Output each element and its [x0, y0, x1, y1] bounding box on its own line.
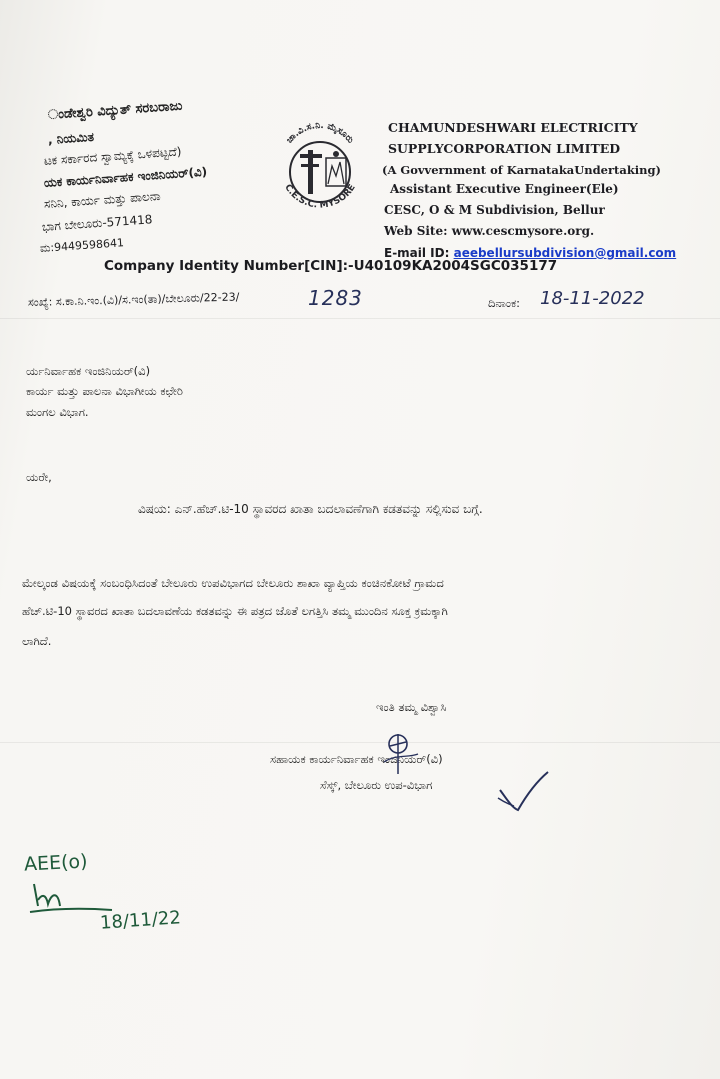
closing-line: ಇಂತಿ ತಮ್ಮ ವಿಶ್ವಾಸಿ — [376, 700, 447, 714]
body-line: ಹೆಚ್.ಟಿ-10 ಸ್ಥಾವರದ ಖಾತಾ ಬದಲಾವಣೆಯ ಕಡತವನ್ನು ಈ ಪತ್ರದ ಜೊತೆ ಲಗತ್ತಿಸಿ ತಮ್ಮ ಮುಂದಿನ ಸೂಕ್ತ ಕ್ರಮಕ್ಕಾಗಿ — [22, 604, 448, 618]
recipient-line: ಕಾರ್ಯ ಮತ್ತು ಪಾಲನಾ ವಿಭಾಗೀಯ ಕಛೇರಿ — [26, 384, 183, 398]
body-line: ಮೇಲ್ಕಂಡ ವಿಷಯಕ್ಕೆ ಸಂಬಂಧಿಸಿದಂತೆ ಬೇಲೂರು ಉಪವಿಭಾಗದ ಬೇಲೂರು ಶಾಖಾ ವ್ಯಾಪ್ತಿಯ ಕಂಚಿನಕೋಟೆ ಗ್ರಾಮದ — [22, 576, 444, 590]
header-kannada-line: ಭಾಗ ಬೇಲೂರು-571418 — [41, 212, 153, 234]
reference-number-handwritten: 1283 — [308, 286, 363, 310]
header-kannada-line: ಂಡೇಶ್ವರಿ ವಿದ್ಯುತ್ ಸರಬರಾಜು — [47, 98, 183, 123]
body-line: ಲಾಗಿದೆ. — [22, 634, 52, 648]
header-english-line: Web Site: www.cescmysore.org. — [384, 224, 595, 238]
reference-number-printed: ಸಂಖ್ಯೆ: ಸ.ಕಾ.ನಿ.ಇಂ.(ವಿ)/ಸ.ಇಂ(ತಾ)/ಬೇಲೂರು/22-23/ — [27, 290, 240, 309]
signatory-designation: ಸಹಾಯಕ ಕಾರ್ಯನಿರ್ವಾಹಕ ಇಂಜಿನಿಯರ್(ವಿ) — [270, 752, 443, 766]
cesc-logo — [270, 110, 370, 230]
email-link[interactable]: aeebellursubdivision@gmail.com — [453, 246, 677, 260]
header-kannada-line: ಸನಿನಿ, ಕಾರ್ಯ ಮತ್ತು ಪಾಲನಾ — [43, 188, 162, 211]
header-kannada-line: ಮ:9449598641 — [39, 236, 125, 255]
letter-subject: ವಿಷಯ: ಎನ್.ಹೆಚ್.ಟಿ-10 ಸ್ಥಾವರದ ಖಾತಾ ಬದಲಾವಣೆಗಾಗಿ ಕಡತವನ್ನು ಸಲ್ಲಿಸುವ ಬಗ್ಗೆ. — [138, 502, 483, 516]
signature-check-mark — [494, 768, 554, 818]
recipient-line: ಮಂಗಲ ವಿಭಾಗ. — [26, 405, 89, 419]
header-english-line: Assistant Executive Engineer(Ele) — [390, 182, 619, 196]
header-english-line: CESC, O & M Subdivision, Bellur — [384, 203, 605, 217]
company-cin: Company Identity Number[CIN]:-U40109KA2004SGC035177 — [104, 258, 558, 274]
email-label: E-mail ID: — [384, 246, 454, 260]
logo-arc-text: ಚಾ.ವಿ.ಸ.ನಿ. ಮೈಸೂರು — [284, 120, 356, 146]
header-english-line: SUPPLYCORPORATION LIMITED — [388, 141, 621, 156]
signatory-office: ಸೆಸ್ಕ್, ಬೇಲೂರು ಉಪ-ವಿಭಾಗ — [320, 778, 433, 792]
header-kannada-line: ಟಕ ಸರ್ಕಾರದ ಸ್ವಾಮ್ಯಕ್ಕೆ ಒಳಪಟ್ಟದೆ) — [43, 144, 182, 168]
salutation: ಯರೇ, — [26, 470, 52, 484]
logo-bottom-text: C.E.S.C. MYSORE — [282, 182, 358, 211]
recipient-line: ರ್ಯನಿರ್ವಾಹಕ ಇಂಜಿನಿಯರ್(ವಿ) — [26, 364, 151, 378]
date-label: ದಿನಾಂಕ: — [488, 296, 521, 310]
header-english-line: (A Govvernment of KarnatakaUndertaking) — [382, 163, 661, 177]
annotation-date: 18/11/22 — [99, 907, 182, 934]
paper-fold — [0, 318, 720, 319]
header-kannada-line: ಯಕ ಕಾರ್ಯನಿರ್ವಾಹಕ ಇಂಜಿನಿಯರ್(ವಿ) — [43, 164, 208, 190]
header-english-line: CHAMUNDESHWARI ELECTRICITY — [388, 120, 638, 135]
annotation-aee: AEE(o) — [23, 850, 89, 876]
header-kannada-line: , ನಿಯಮಿತ — [47, 129, 95, 147]
date-handwritten: 18-11-2022 — [540, 288, 645, 309]
signature-mark — [360, 714, 440, 794]
